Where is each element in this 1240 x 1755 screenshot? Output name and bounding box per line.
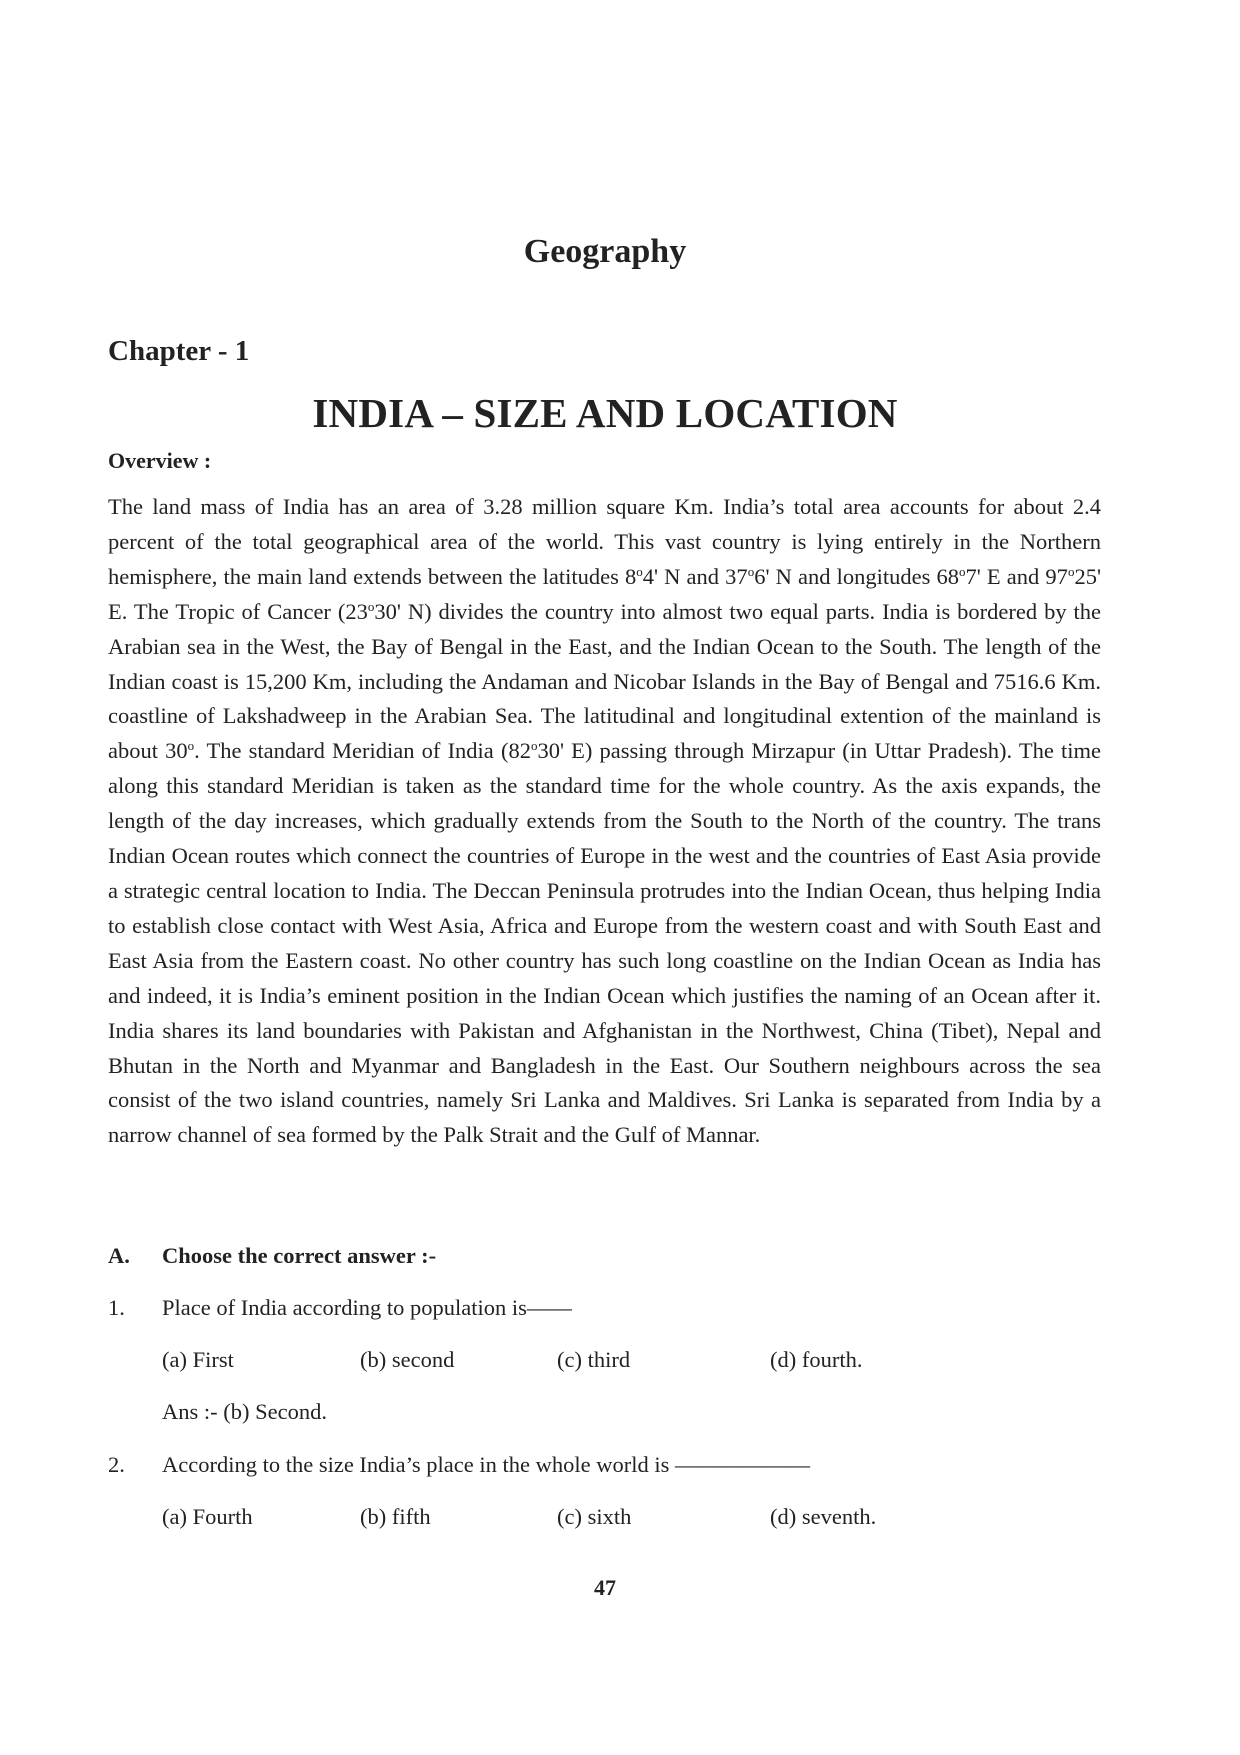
subject-heading: Geography bbox=[523, 233, 687, 270]
question-number: 1. bbox=[108, 1295, 125, 1320]
question-text: According to the size India’s place in the whole world is —————— bbox=[162, 1452, 810, 1477]
overview-heading: Overview : bbox=[108, 448, 212, 473]
question-number: 2. bbox=[108, 1452, 125, 1477]
chapter-number: Chapter - 1 bbox=[108, 335, 250, 367]
option-b: (b) fifth bbox=[360, 1504, 431, 1529]
option-a: (a) First bbox=[162, 1347, 234, 1372]
section-title: Choose the correct answer :- bbox=[162, 1243, 437, 1268]
option-c: (c) sixth bbox=[557, 1504, 632, 1529]
option-b: (b) second bbox=[360, 1347, 455, 1372]
page-number: 47 bbox=[594, 1575, 616, 1600]
section-letter: A. bbox=[108, 1243, 130, 1268]
option-d: (d) fourth. bbox=[770, 1347, 863, 1372]
overview-paragraph: The land mass of India has an area of 3.28 million square Km. India’s total area accounts for about 2.4 percent of the total geographical area of the world. This vast country is lying entirely in the Northern hemisphere, the main land extends between the latitudes 8$^o$4' N and 37$^o$6' N and longitudes 68$^o$7' E and 97$^o$25' E. The Tropic of Cancer (23$^o$30' N) divides the country into almost two equal parts. India is bordered by the Arabian sea in the West, the Bay of Bengal in the East, and the Indian Ocean to the South. The length of the Indian coast is 15,200 Km, including the Andaman and Nicobar Islands in the Bay of Bengal and 7516.6 Km. coastline of Lakshadweep in the Arabian Sea. The latitudinal and longitudinal extention of the mainland is about 30$^o$. The standard Meridian of India (82$^o$30' E) passing through Mirzapur (in Uttar Pradesh). The time along this standard Meridian is taken as the standard time for the whole country. As the axis expands, the length of the day increases, which gradually extends from the South to the North of the country. The trans Indian Ocean routes which connect the countries of Europe in the west and the countries of East Asia provide a strategic central location to India. The Deccan Peninsula protrudes into the Indian Ocean, thus helping India to establish close contact with West Asia, Africa and Europe from the western coast and with South East and East Asia from the Eastern coast. No other country has such long coastline on the Indian Ocean as India has and indeed, it is India’s eminent position in the Indian Ocean which justifies the naming of an Ocean after it. India shares its land boundaries with Pakistan and Afghanistan in the Northwest, China (Tibet), Nepal and Bhutan in the North and Myanmar and Bangladesh in the East. Our Southern neighbours across the sea consist of the two island countries, namely Sri Lanka and Maldives. Sri Lanka is separated from India by a narrow channel of sea formed by the Palk Strait and the Gulf of Mannar. bbox=[108, 494, 1102, 1148]
chapter-title: INDIA – SIZE AND LOCATION bbox=[312, 390, 898, 436]
option-a: (a) Fourth bbox=[162, 1504, 253, 1529]
question-text: Place of India according to population is—— bbox=[162, 1295, 572, 1320]
option-d: (d) seventh. bbox=[770, 1504, 877, 1529]
option-c: (c) third bbox=[557, 1347, 631, 1372]
answer-text: Ans :- (b) Second. bbox=[162, 1399, 327, 1424]
